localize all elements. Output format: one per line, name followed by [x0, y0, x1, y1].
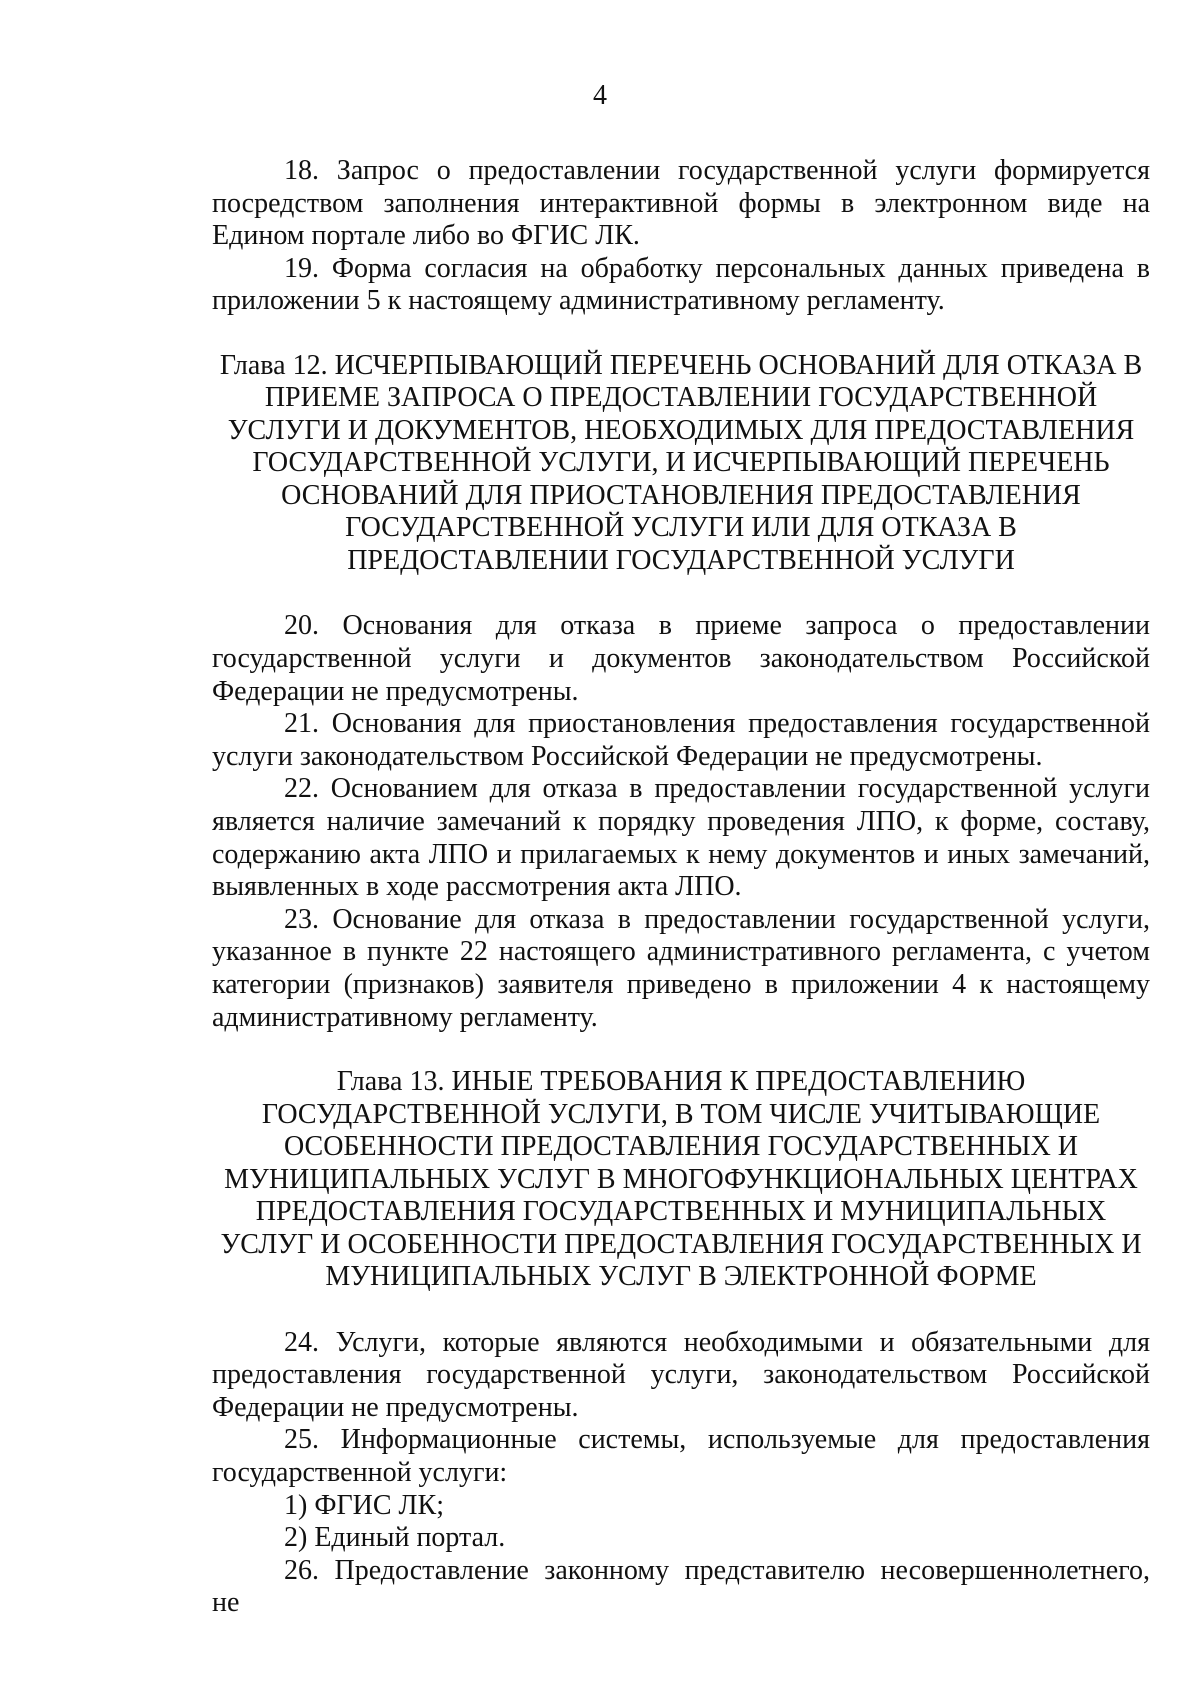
paragraph-21: 21. Основания для приостановления предоставления государственной услуги законодательством Российской Федерации не предусмотрены.	[212, 708, 1150, 772]
chapter-13-heading-line: ОСОБЕННОСТИ ПРЕДОСТАВЛЕНИЯ ГОСУДАРСТВЕННЫХ И	[283, 1131, 1079, 1163]
chapter-13-heading-line: МУНИЦИПАЛЬНЫХ УСЛУГ В ЭЛЕКТРОННОЙ ФОРМЕ	[325, 1261, 1037, 1293]
chapter-13-heading-line: УСЛУГ И ОСОБЕННОСТИ ПРЕДОСТАВЛЕНИЯ ГОСУДАРСТВЕННЫХ И	[220, 1228, 1142, 1260]
chapter-13-heading-line: ГОСУДАРСТВЕННОЙ УСЛУГИ, В ТОМ ЧИСЛЕ УЧИТЫВАЮЩИЕ	[261, 1098, 1101, 1130]
chapter-12-heading-line: ОСНОВАНИЙ ДЛЯ ПРИОСТАНОВЛЕНИЯ ПРЕДОСТАВЛЕНИЯ	[281, 479, 1081, 511]
page-number: 4	[593, 80, 607, 111]
paragraph-26: 26. Предоставление законному представителю несовершеннолетнего, не	[212, 1554, 1150, 1619]
list-item-unified-portal: 2) Единый портал.	[284, 1522, 506, 1554]
chapter-12-heading-line: ПРЕДОСТАВЛЕНИИ ГОСУДАРСТВЕННОЙ УСЛУГИ	[347, 544, 1015, 576]
paragraph-22: 22. Основанием для отказа в предоставлении государственной услуги является наличие замечаний к порядку проведения ЛПО, к форме, составу, содержанию акта ЛПО и прилагаемых к нему документов и иных замечаний, выявленных в ходе рассмотрения акта ЛПО.	[212, 773, 1150, 903]
paragraph-20: 20. Основания для отказа в приеме запроса о предоставлении государственной услуги и документов законодательством Российской Федерации не предусмотрены.	[212, 610, 1150, 707]
chapter-12-heading-line: ПРИЕМЕ ЗАПРОСА О ПРЕДОСТАВЛЕНИИ ГОСУДАРСТВЕННОЙ	[264, 382, 1098, 414]
chapter-13-heading-line: МУНИЦИПАЛЬНЫХ УСЛУГ В МНОГОФУНКЦИОНАЛЬНЫХ ЦЕНТРАХ	[224, 1163, 1138, 1195]
chapter-13-heading	[212, 1066, 1150, 1294]
paragraph-18: 18. Запрос о предоставлении государственной услуги формируется посредством заполнения интерактивной формы в электронном виде на Едином портале либо во ФГИС ЛК.	[212, 155, 1150, 252]
paragraph-24: 24. Услуги, которые являются необходимыми и обязательными для предоставления государственной услуги, законодательством Российской Федерации не предусмотрены.	[212, 1326, 1150, 1423]
list-item-fgis-lk: 1) ФГИС ЛК;	[284, 1489, 444, 1521]
chapter-13-heading-line: Глава 13. ИНЫЕ ТРЕБОВАНИЯ К ПРЕДОСТАВЛЕНИЮ	[336, 1066, 1026, 1098]
chapter-12-heading-line: УСЛУГИ И ДОКУМЕНТОВ, НЕОБХОДИМЫХ ДЛЯ ПРЕДОСТАВЛЕНИЯ	[227, 414, 1135, 446]
chapter-12-heading-line: ГОСУДАРСТВЕННОЙ УСЛУГИ, И ИСЧЕРПЫВАЮЩИЙ ПЕРЕЧЕНЬ	[252, 447, 1110, 479]
chapter-12-heading-line: Глава 12. ИСЧЕРПЫВАЮЩИЙ ПЕРЕЧЕНЬ ОСНОВАНИЙ ДЛЯ ОТКАЗА В	[219, 349, 1143, 381]
paragraph-25: 25. Информационные системы, используемые для предоставления государственной услуги:	[212, 1424, 1150, 1489]
chapter-12-heading-line: ГОСУДАРСТВЕННОЙ УСЛУГИ ИЛИ ДЛЯ ОТКАЗА В	[345, 512, 1017, 544]
paragraph-19: 19. Форма согласия на обработку персональных данных приведена в приложении 5 к настоящему административному регламенту.	[212, 252, 1150, 317]
paragraph-23: 23. Основание для отказа в предоставлении государственной услуги, указанное в пункте 22 настоящего административного регламента, с учетом категории (признаков) заявителя приведено в приложении 4 к настоящему административному регламенту.	[212, 903, 1150, 1033]
chapter-13-heading-line: ПРЕДОСТАВЛЕНИЯ ГОСУДАРСТВЕННЫХ И МУНИЦИПАЛЬНЫХ	[255, 1196, 1107, 1228]
document-body	[212, 155, 1150, 1620]
chapter-12-heading	[212, 350, 1150, 578]
